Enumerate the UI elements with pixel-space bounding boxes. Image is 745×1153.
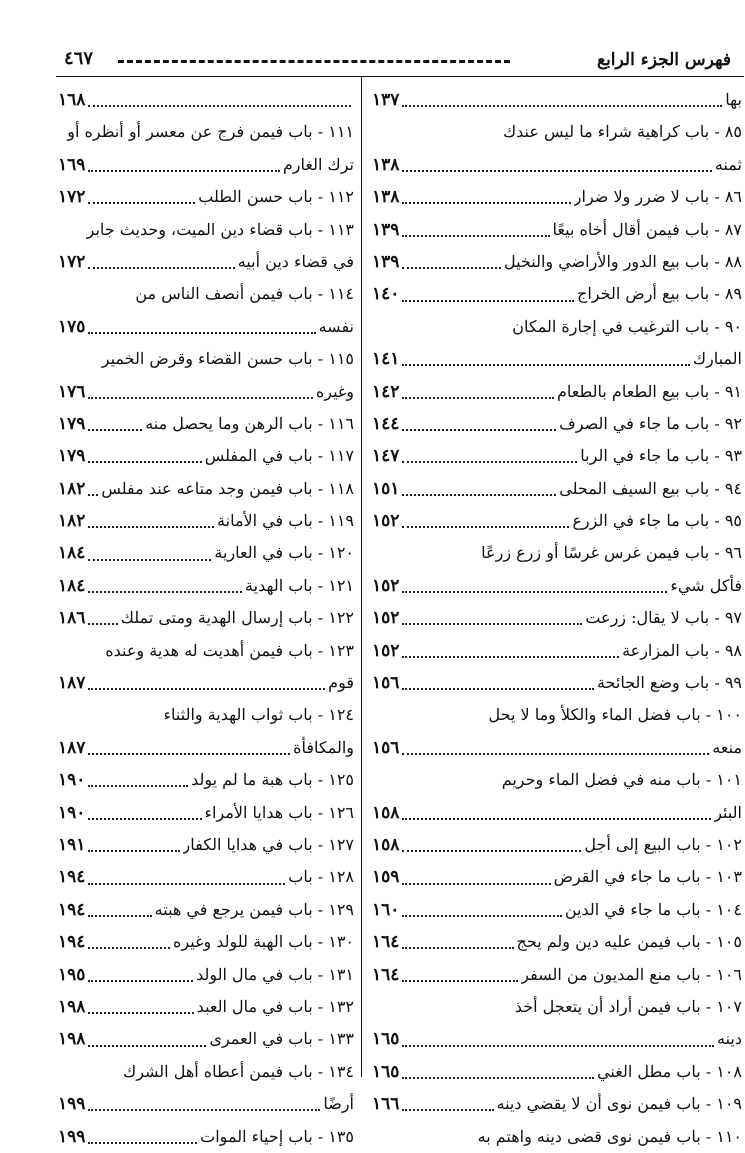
- index-entry: [372, 797, 742, 829]
- header-underline: [56, 76, 744, 77]
- leader-dots: [88, 1142, 197, 1144]
- index-entry: [58, 214, 354, 246]
- entry-title: ٩٣ - باب ما جاء في الربا: [580, 446, 742, 466]
- entry-title: ١١٢ - باب حسن الطلب: [198, 187, 354, 207]
- entry-title: ٩١ - باب بيع الطعام بالطعام: [557, 381, 742, 401]
- entry-page-number: ١٥٨: [372, 802, 400, 823]
- index-entry: [372, 764, 742, 796]
- leader-dots: [88, 785, 188, 787]
- entry-page-number: ١٧٢: [58, 251, 86, 272]
- leader-dots: [88, 1012, 193, 1014]
- entry-page-number: ١٩٠: [58, 802, 86, 823]
- index-entry: [372, 84, 742, 116]
- entry-page-number: ١٤١: [372, 349, 400, 370]
- entry-title: ١١٨ - باب فيمن وجد متاعه عند مفلس: [101, 478, 354, 498]
- leader-dots: [88, 850, 179, 852]
- leader-dots: [88, 753, 290, 755]
- entry-title: المبارك: [692, 349, 742, 369]
- entry-title: ١٠٦ - باب منع المديون من السفر: [521, 964, 742, 984]
- index-entry: [58, 408, 354, 440]
- entry-title: ١٣٥ - باب إحياء الموات: [200, 1126, 354, 1146]
- leader-dots: [88, 980, 193, 982]
- entry-page-number: ١٦٦: [372, 1094, 400, 1115]
- index-entry: [372, 602, 742, 634]
- index-entry: [58, 181, 354, 213]
- leader-dots: [402, 591, 667, 593]
- index-entry: [58, 278, 354, 310]
- index-column-right: [372, 84, 742, 1153]
- entry-title: دينه: [717, 1029, 742, 1049]
- index-entry: [58, 116, 354, 148]
- leader-dots: [88, 202, 195, 204]
- index-entry: [372, 991, 742, 1023]
- entry-title: فأكل شيء: [670, 575, 742, 595]
- index-entry: [372, 1056, 742, 1088]
- entry-page-number: ١٥٢: [372, 511, 400, 532]
- index-entry: [58, 797, 354, 829]
- index-entry: [372, 505, 742, 537]
- entry-title: بها: [725, 90, 742, 109]
- entry-page-number: ١٩٩: [58, 1126, 86, 1147]
- leader-dots: [402, 1077, 594, 1079]
- leader-dots: [402, 1045, 714, 1047]
- index-entry: [372, 1121, 742, 1153]
- index-entry: [58, 505, 354, 537]
- entry-title: ١١١ - باب فيمن فرج عن معسر أو أنظره أو: [67, 122, 354, 142]
- entry-title: ٩٥ - باب ما جاء في الزرع: [572, 511, 742, 531]
- leader-dots: [402, 980, 518, 982]
- entry-title: ١٠٠ - باب فضل الماء والكلأ وما لا يحل: [488, 705, 742, 725]
- leader-dots: [402, 429, 556, 431]
- entry-page-number: ١٧٩: [58, 413, 86, 434]
- entry-page-number: ١٧٢: [58, 187, 86, 208]
- index-entry: [58, 1023, 354, 1055]
- leader-dots: [88, 461, 201, 463]
- entry-title: والمكافأة: [293, 737, 354, 757]
- running-head-title: فهرس الجزء الرابع: [597, 50, 731, 70]
- leader-dots: [402, 105, 722, 107]
- entry-page-number: ١٩١: [58, 834, 86, 855]
- index-entry: [372, 214, 742, 246]
- index-entry: [372, 278, 742, 310]
- index-entry: [58, 926, 354, 958]
- entry-title: ٩٠ - باب الترغيب في إجارة المكان: [512, 316, 742, 336]
- entry-title: ٩٧ - باب لا يقال: زرعت: [585, 608, 742, 628]
- entry-page-number: ١٤٤: [372, 413, 400, 434]
- index-entry: [372, 376, 742, 408]
- entry-page-number: ١٥٢: [372, 608, 400, 629]
- leader-dots: [88, 1109, 320, 1111]
- leader-dots: [402, 915, 561, 917]
- entry-title: ١١٣ - باب قضاء دين الميت، وحديث جابر: [86, 219, 354, 239]
- index-entry: [372, 959, 742, 991]
- entry-page-number: ١٣٧: [372, 90, 400, 110]
- index-entry: [372, 635, 742, 667]
- leader-dots: [88, 170, 279, 172]
- leader-dots: [402, 494, 556, 496]
- index-entry: [58, 861, 354, 893]
- leader-dots: [402, 753, 709, 755]
- entry-page-number: ١٣٨: [372, 187, 400, 208]
- entry-page-number: ١٨٢: [58, 478, 86, 499]
- leader-dots: [88, 883, 285, 885]
- entry-title: ١١٦ - باب الرهن وما يحصل منه: [145, 413, 354, 433]
- entry-page-number: ١٥٨: [372, 834, 400, 855]
- entry-title: ١٠٩ - باب فيمن نوى أن لا يقضي دينه: [496, 1094, 742, 1114]
- index-entry: [372, 861, 742, 893]
- leader-dots: [402, 688, 594, 690]
- leader-dots: [88, 1045, 206, 1047]
- entry-page-number: ١٩٩: [58, 1094, 86, 1115]
- index-entry: [372, 1023, 742, 1055]
- leader-dots: [88, 526, 214, 528]
- entry-page-number: ١٦٤: [372, 964, 400, 985]
- entry-page-number: ١٤٢: [372, 381, 400, 402]
- entry-title: ١٢٩ - باب فيمن يرجع في هبته: [154, 899, 354, 919]
- entry-title: ١٢٧ - باب في هدايا الكفار: [182, 834, 354, 854]
- index-entry: [58, 343, 354, 375]
- entry-page-number: ١٨٢: [58, 511, 86, 532]
- entry-title: قوم: [328, 673, 354, 693]
- entry-title: ١٣٣ - باب في العمرى: [209, 1029, 354, 1049]
- entry-page-number: ١٤٠: [372, 284, 400, 305]
- entry-page-number: ١٣٩: [372, 219, 400, 240]
- entry-page-number: ١٦٥: [372, 1029, 400, 1050]
- index-entry: [58, 376, 354, 408]
- index-entry: [372, 149, 742, 181]
- index-entry: [372, 537, 742, 569]
- entry-title: ١٠٣ - باب ما جاء في القرض: [553, 867, 742, 887]
- entry-page-number: ١٩٠: [58, 770, 86, 791]
- entry-title: ٨٦ - باب لا ضرر ولا ضرار: [573, 187, 742, 207]
- entry-title: ٩٢ - باب ما جاء في الصرف: [559, 413, 742, 433]
- index-entry: [58, 991, 354, 1023]
- index-entry: [58, 894, 354, 926]
- index-column-left: [58, 84, 354, 1153]
- entry-title: ١٣٢ - باب في مال العبد: [196, 996, 354, 1016]
- index-entry: [372, 440, 742, 472]
- entry-title: ٨٨ - باب بيع الدور والأراضي والنخيل: [503, 251, 742, 271]
- leader-dots: [402, 656, 619, 658]
- leader-dots: [402, 850, 581, 852]
- leader-dots: [402, 170, 711, 172]
- leader-dots: [402, 461, 577, 463]
- entry-page-number: ١٧٦: [58, 381, 86, 402]
- entry-title: ١٣٤ - باب فيمن أعطاه أهل الشرك: [123, 1061, 354, 1081]
- header-dashed-rule: [118, 60, 510, 63]
- entry-title: ١٣١ - باب في مال الولد: [196, 964, 354, 984]
- entry-title: ١٠٨ - باب مطل الغني: [597, 1061, 742, 1081]
- entry-page-number: ١٤٧: [372, 446, 400, 467]
- index-entry: [58, 764, 354, 796]
- entry-title: منعه: [712, 737, 742, 757]
- index-entry: [58, 440, 354, 472]
- index-entry: [58, 602, 354, 634]
- entry-page-number: ١٧٩: [58, 446, 86, 467]
- entry-page-number: ١٦٤: [372, 932, 400, 953]
- entry-page-number: ١٩٨: [58, 996, 86, 1017]
- leader-dots: [402, 526, 569, 528]
- entry-title: ٩٩ - باب وضع الجائحة: [596, 673, 742, 693]
- index-entry: [58, 1121, 354, 1153]
- leader-dots: [88, 429, 142, 431]
- index-entry: [58, 311, 354, 343]
- entry-page-number: ١٥٦: [372, 673, 400, 694]
- entry-title: وغيره: [315, 381, 354, 401]
- index-entry: [372, 894, 742, 926]
- leader-dots: [402, 397, 554, 399]
- leader-dots: [88, 332, 315, 334]
- leader-dots: [88, 688, 325, 690]
- leader-dots: [402, 235, 549, 237]
- entry-title: ١٠٥ - باب فيمن عليه دين ولم يحج: [516, 932, 742, 952]
- entry-title: ثمنه: [714, 154, 742, 174]
- entry-page-number: ١٦٩: [58, 154, 86, 175]
- index-entry: [58, 537, 354, 569]
- entry-title: ١٢٦ - باب هدايا الأمراء: [204, 802, 354, 822]
- index-entry: [372, 1088, 742, 1120]
- index-entry: [372, 246, 742, 278]
- index-entry: [58, 732, 354, 764]
- leader-dots: [88, 623, 117, 625]
- entry-title: ١٢٥ - باب هبة ما لم يولد: [191, 770, 354, 790]
- entry-page-number: ١٥٢: [372, 575, 400, 596]
- entry-page-number: ١٣٩: [372, 251, 400, 272]
- entry-title: ١٠٧ - باب فيمن أراد أن يتعجل أخذ: [514, 996, 742, 1016]
- entry-page-number: ١٨٧: [58, 673, 86, 694]
- leader-dots: [402, 1109, 493, 1111]
- index-entry: [58, 635, 354, 667]
- entry-page-number: ١٥٦: [372, 737, 400, 758]
- leader-dots: [88, 818, 201, 820]
- index-entry: [58, 699, 354, 731]
- entry-title: في قضاء دين أبيه: [237, 251, 354, 271]
- index-entry: [58, 570, 354, 602]
- entry-title: ١٢٤ - باب ثواب الهدية والثناء: [163, 705, 354, 725]
- entry-title: ١٢٠ - باب في العارية: [214, 543, 354, 563]
- index-entry: [58, 473, 354, 505]
- entry-page-number: ١٨٧: [58, 737, 86, 758]
- index-entry: [58, 1056, 354, 1088]
- leader-dots: [402, 623, 582, 625]
- leader-dots: [88, 105, 351, 107]
- index-entry: [58, 149, 354, 181]
- entry-page-number: ١٥٢: [372, 640, 400, 661]
- entry-title: ١٠٢ - باب البيع إلى أجل: [584, 834, 742, 854]
- entry-title: ٩٨ - باب المزارعة: [622, 640, 742, 660]
- leader-dots: [402, 364, 689, 366]
- entry-page-number: ١٥٩: [372, 867, 400, 888]
- entry-page-number: ١٨٤: [58, 575, 86, 596]
- entry-title: ١٣٠ - باب الهبة للولد وغيره: [173, 932, 354, 952]
- leader-dots: [88, 591, 242, 593]
- index-entry: [372, 829, 742, 861]
- entry-title: ١١٩ - باب في الأمانة: [217, 511, 354, 531]
- entry-page-number: ١٥١: [372, 478, 400, 499]
- entry-page-number: ١٣٨: [372, 154, 400, 175]
- entry-title: ١٢١ - باب الهدية: [245, 575, 354, 595]
- index-entry: [372, 570, 742, 602]
- entry-title: ٨٩ - باب بيع أرض الخراج: [577, 284, 742, 304]
- index-entry: [372, 311, 742, 343]
- entry-page-number: ١٦٨: [58, 90, 86, 110]
- entry-title: ١١٤ - باب فيمن أنصف الناس من: [135, 284, 354, 304]
- index-entry: [372, 667, 742, 699]
- index-entry: [372, 181, 742, 213]
- entry-title: ١٢٣ - باب فيمن أهديت له هدية وعنده: [105, 640, 354, 660]
- index-entry: [372, 699, 742, 731]
- entry-page-number: ١٩٨: [58, 1029, 86, 1050]
- entry-title: ١٢٢ - باب إرسال الهدية ومتى تملك: [120, 608, 354, 628]
- entry-title: ٨٧ - باب فيمن أقال أخاه بيعًا: [552, 219, 742, 239]
- entry-title: أرضًا: [323, 1094, 354, 1114]
- leader-dots: [402, 818, 711, 820]
- entry-page-number: ١٨٤: [58, 543, 86, 564]
- index-entry: [58, 84, 354, 116]
- leader-dots: [88, 494, 98, 496]
- entry-title: ١١٥ - باب حسن القضاء وقرض الخمير: [101, 349, 354, 369]
- index-entry: [372, 926, 742, 958]
- entry-title: ١١٧ - باب في المفلس: [204, 446, 354, 466]
- leader-dots: [402, 202, 570, 204]
- page-number: ٤٦٧: [64, 48, 94, 69]
- leader-dots: [88, 559, 211, 561]
- entry-title: ١٠٤ - باب ما جاء في الدين: [564, 899, 742, 919]
- entry-page-number: ١٦٥: [372, 1061, 400, 1082]
- index-entry: [372, 473, 742, 505]
- leader-dots: [88, 915, 151, 917]
- index-entry: [58, 959, 354, 991]
- index-entry: [372, 408, 742, 440]
- entry-page-number: ١٩٤: [58, 899, 86, 920]
- leader-dots: [88, 947, 170, 949]
- entry-page-number: ١٦٠: [372, 899, 400, 920]
- entry-page-number: ١٩٥: [58, 964, 86, 985]
- entry-title: ٩٤ - باب بيع السيف المحلى: [559, 478, 742, 498]
- entry-title: ٨٥ - باب كراهية شراء ما ليس عندك: [502, 122, 742, 142]
- index-entry: [58, 1088, 354, 1120]
- index-entry: [58, 667, 354, 699]
- leader-dots: [402, 883, 550, 885]
- column-divider: [361, 77, 362, 1077]
- entry-page-number: ١٩٤: [58, 932, 86, 953]
- entry-page-number: ١٩٤: [58, 867, 86, 888]
- entry-title: نفسه: [318, 316, 354, 336]
- index-entry: [372, 343, 742, 375]
- entry-title: البئر: [714, 802, 742, 822]
- index-entry: [58, 829, 354, 861]
- leader-dots: [402, 947, 513, 949]
- leader-dots: [88, 267, 234, 269]
- entry-page-number: ١٧٥: [58, 316, 86, 337]
- entry-title: ترك الغارم: [282, 154, 354, 174]
- entry-title: ١١٠ - باب فيمن نوى قضى دينه واهتم به: [477, 1126, 742, 1146]
- entry-page-number: ١٨٦: [58, 608, 86, 629]
- leader-dots: [402, 300, 574, 302]
- index-entry: [58, 246, 354, 278]
- index-entry: [372, 116, 742, 148]
- entry-title: ١٢٨ - باب: [288, 867, 354, 887]
- index-entry: [372, 732, 742, 764]
- leader-dots: [88, 397, 312, 399]
- leader-dots: [402, 267, 501, 269]
- entry-title: ٩٦ - باب فيمن غرس غرسًا أو زرع زرعًا: [481, 543, 742, 563]
- entry-title: ١٠١ - باب منه في فضل الماء وحريم: [501, 770, 742, 790]
